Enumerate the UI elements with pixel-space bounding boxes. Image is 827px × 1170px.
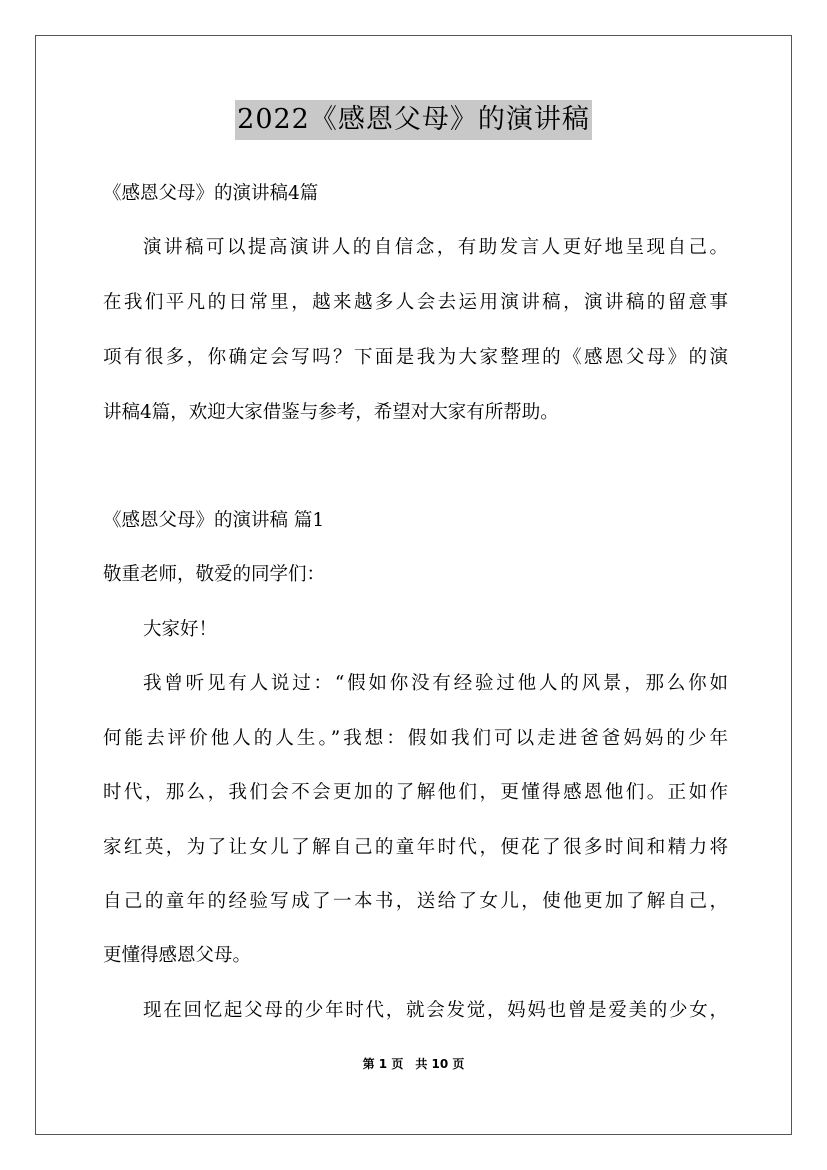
- body-line-3: 时代，那么，我们会不会更加的了解他们，更懂得感恩他们。正如作: [103, 782, 728, 803]
- greeting: 大家好！: [143, 619, 218, 640]
- body-line-2: 何能去评价他人的人生。”我想：假如我们可以走进爸爸妈妈的少年: [103, 728, 728, 749]
- document-title: 2022《感恩父母》的演讲稿: [235, 100, 592, 140]
- intro-line-1: 演讲稿可以提高演讲人的自信念，有助发言人更好地呈现自己。: [143, 237, 728, 258]
- body-line-1: 我曾听见有人说过：“假如你没有经验过他人的风景，那么你如: [143, 673, 728, 694]
- body-line-5: 自己的童年的经验写成了一本书，送给了女儿，使他更加了解自己，: [103, 891, 728, 912]
- intro-line-4: 讲稿4篇，欢迎大家借鉴与参考，希望对大家有所帮助。: [103, 402, 559, 423]
- body-line-7: 现在回忆起父母的少年时代，就会发觉，妈妈也曾是爱美的少女，: [143, 1000, 728, 1021]
- body-line-4: 家红英，为了让女儿了解自己的童年时代，便花了很多时间和精力将: [103, 837, 728, 858]
- body-line-6: 更懂得感恩父母。: [103, 945, 252, 966]
- document-subtitle: 《感恩父母》的演讲稿4篇: [103, 183, 319, 204]
- intro-line-3: 项有很多，你确定会写吗？下面是我为大家整理的《感恩父母》的演: [103, 347, 728, 368]
- page-number: 第 1 页 共 10 页: [362, 1057, 465, 1071]
- title-container: [0, 100, 827, 140]
- intro-line-2: 在我们平凡的日常里，越来越多人会去运用演讲稿，演讲稿的留意事: [103, 292, 728, 313]
- section-heading: 《感恩父母》的演讲稿 篇1: [103, 510, 325, 531]
- salutation: 敬重老师，敬爱的同学们：: [103, 564, 326, 585]
